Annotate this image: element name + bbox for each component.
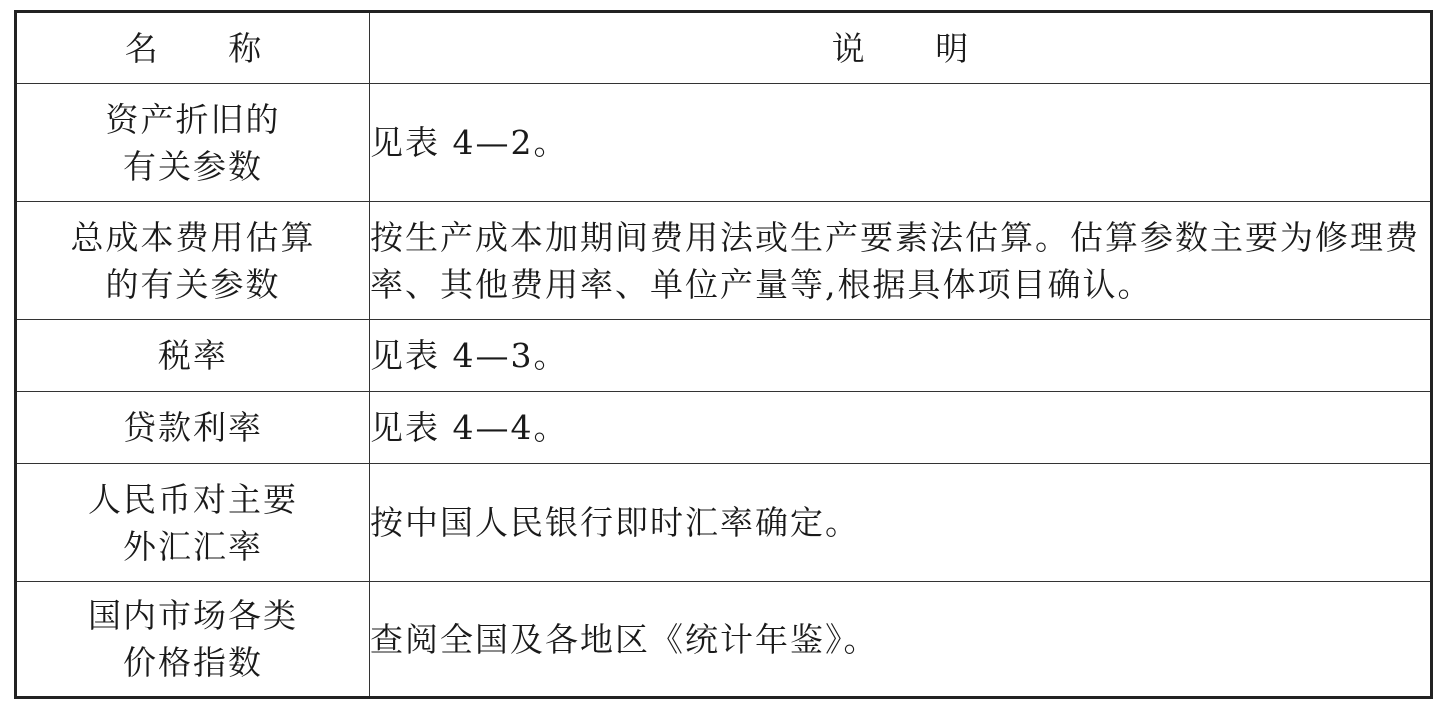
row-description-cell: 查阅全国及各地区《统计年鉴》。: [370, 582, 1432, 698]
header-description: [370, 12, 1432, 84]
table-header-row: [16, 12, 1432, 84]
row-description-cell: 按中国人民银行即时汇率确定。: [370, 464, 1432, 582]
header-name-label: 名 称: [124, 28, 292, 68]
row-name-text: 税率: [158, 336, 228, 375]
row-description-cell: 见表 4—3。: [370, 320, 1432, 392]
parameter-table: [14, 10, 1433, 699]
row-name-text: 总成本费用估算 的有关参数: [70, 217, 316, 304]
row-name-cell: [16, 320, 370, 392]
row-name-cell: [16, 464, 370, 582]
table-row: [16, 202, 1432, 320]
row-name-text: 国内市场各类 价格指数: [88, 596, 298, 682]
table-row: [16, 582, 1432, 698]
row-description-cell: 按生产成本加期间费用法或生产要素法估算。估算参数主要为修理费率、其他费用率、单位产量等,根据具体项目确认。: [370, 202, 1432, 320]
row-name-cell: [16, 202, 370, 320]
table-row: [16, 464, 1432, 582]
row-name-text: 资产折旧的 有关参数: [105, 99, 281, 186]
table-row: [16, 84, 1432, 202]
row-name-text: 人民币对主要 外汇汇率: [88, 479, 298, 566]
header-name: [16, 12, 370, 84]
header-description-label: 说 明: [831, 28, 999, 68]
parameter-table-container: [14, 10, 1430, 696]
table-row: [16, 392, 1432, 464]
row-description-cell: 见表 4—2。: [370, 84, 1432, 202]
table-row: [16, 320, 1432, 392]
row-name-cell: [16, 84, 370, 202]
row-name-cell: [16, 582, 370, 698]
row-description-cell: 见表 4—4。: [370, 392, 1432, 464]
row-name-cell: [16, 392, 370, 464]
row-name-text: 贷款利率: [123, 408, 263, 447]
